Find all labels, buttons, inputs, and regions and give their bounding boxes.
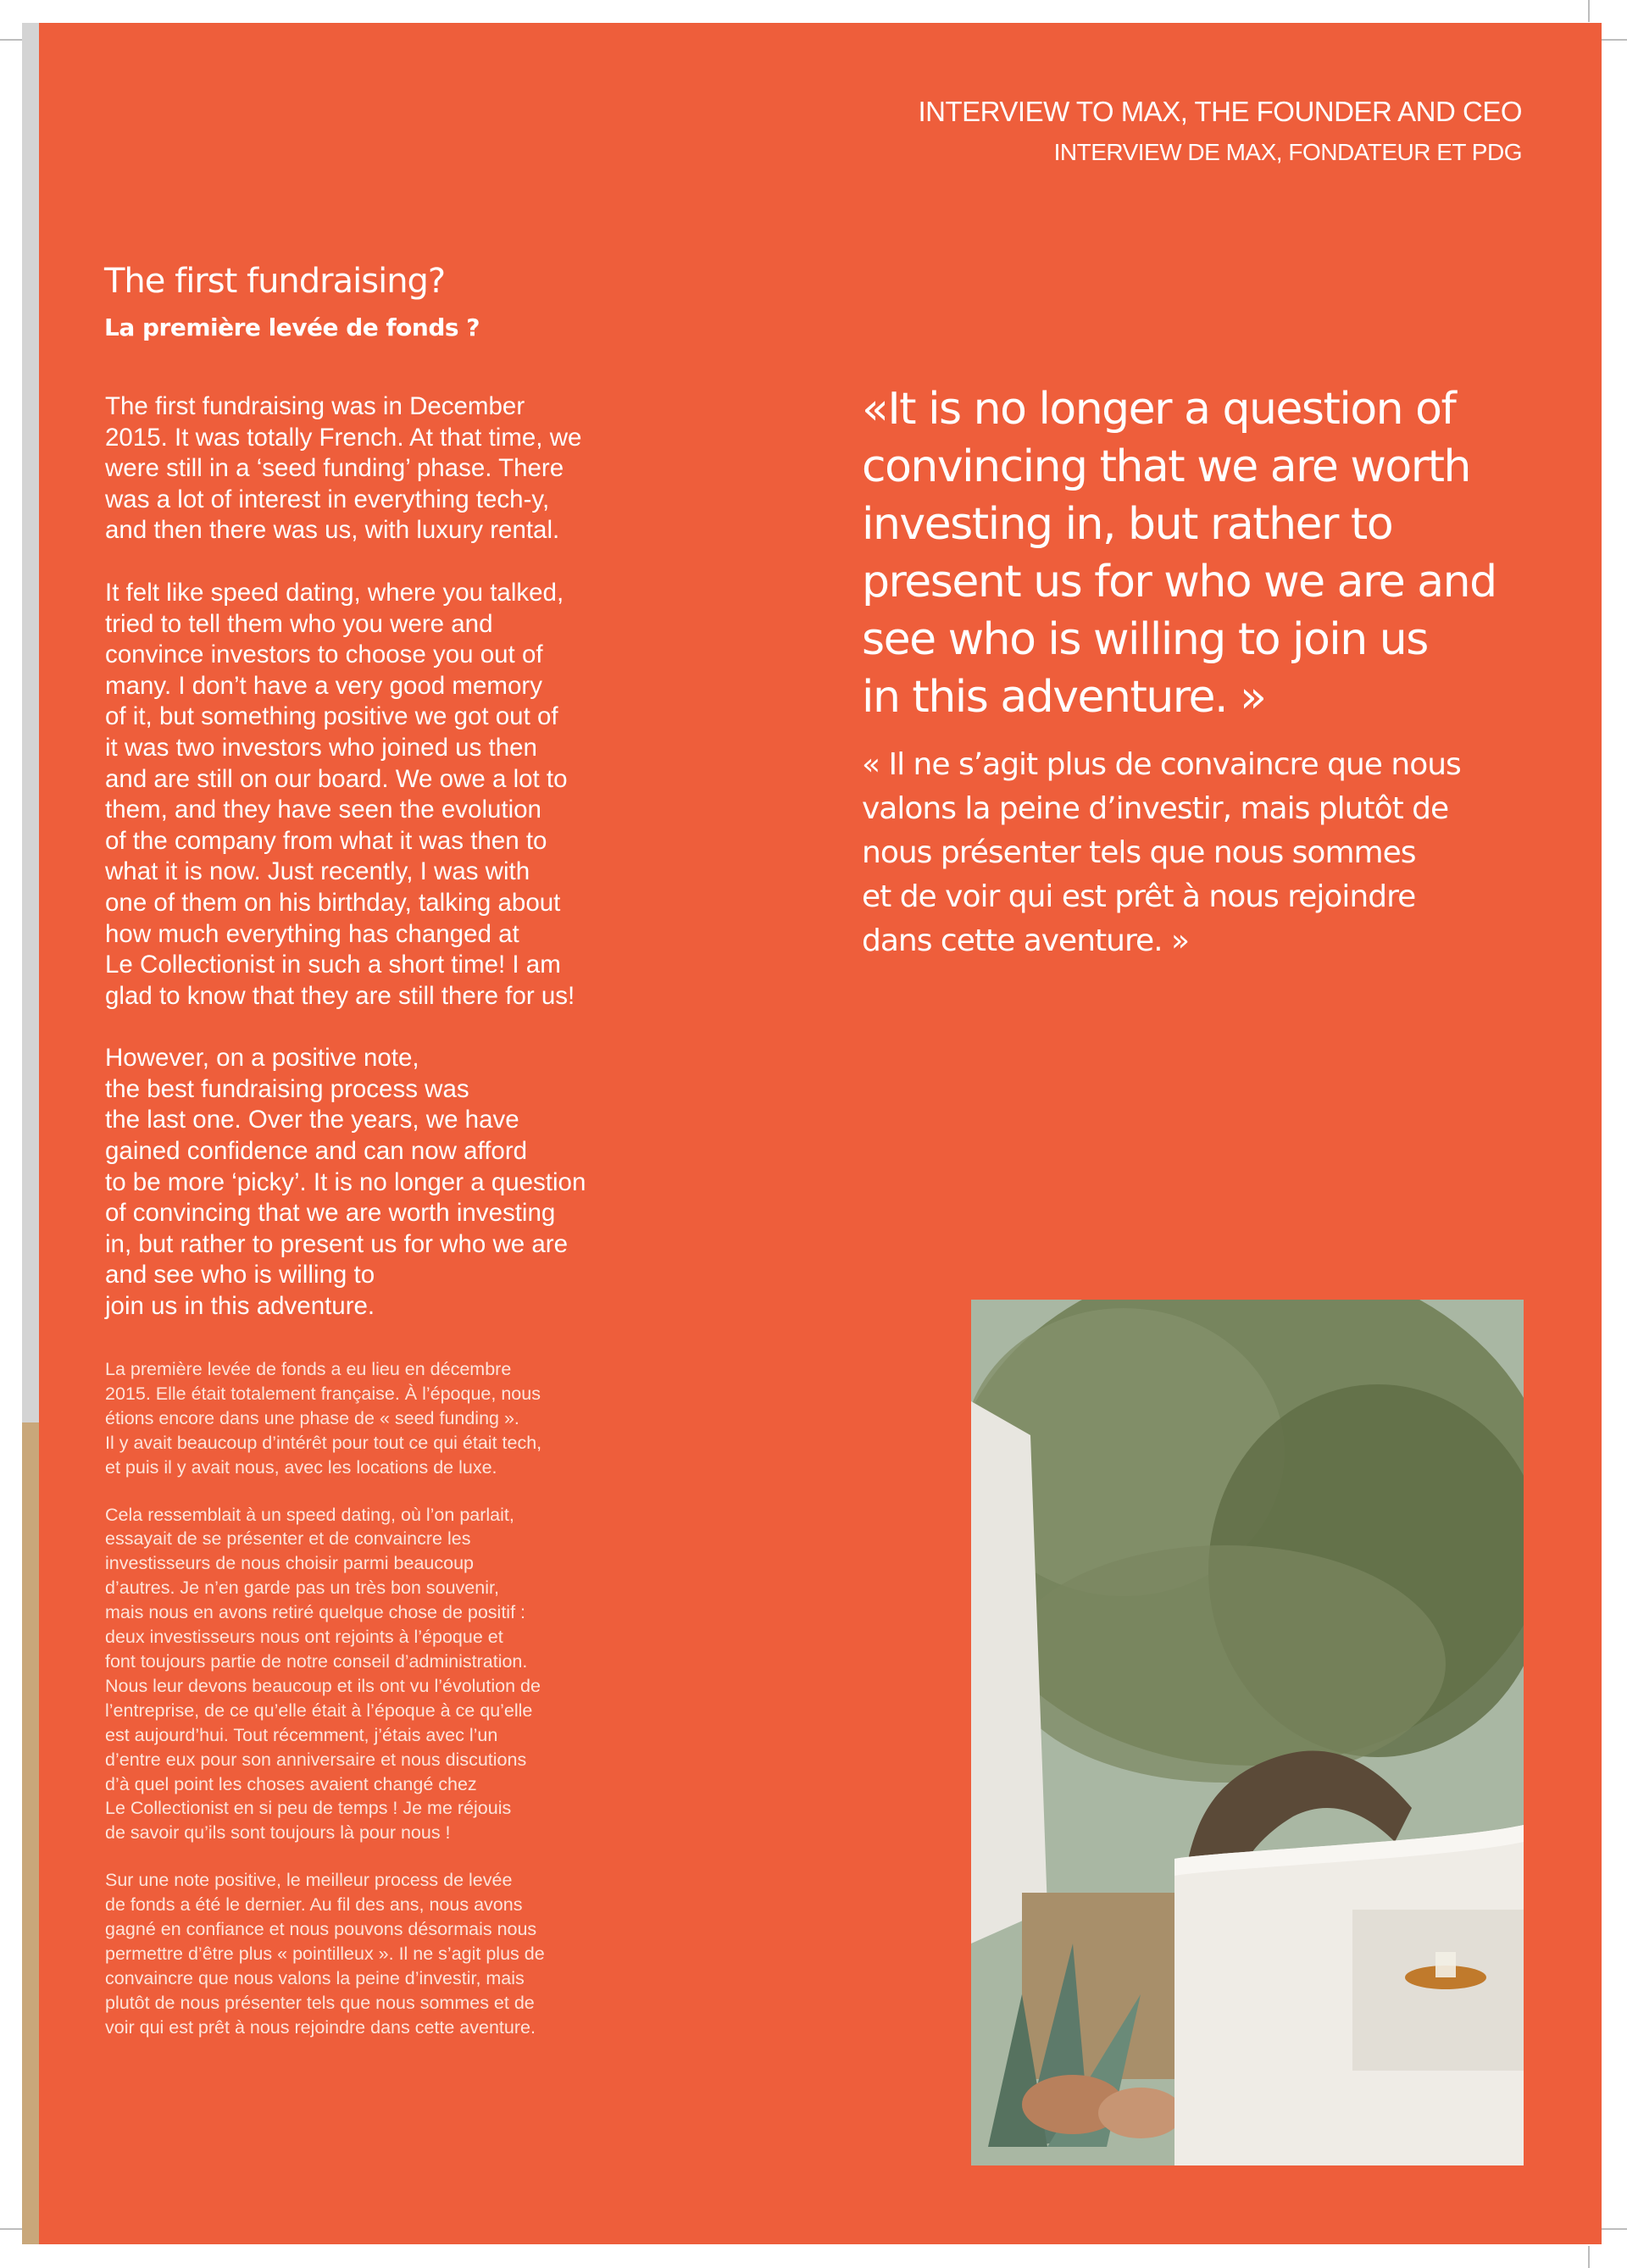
olive-tree-terrace-photo [971,1300,1524,2165]
answer-paragraph-fr: Cela ressemblait à un speed dating, où l’on parlait, essayait de se présenter et de convaincre les investisseurs de nous choisir parmi beaucoup d’autres. Je n’en garde pas un très bon souvenir, mais nous en avons retiré quelque chose de positif : deux investisseurs nous ont rejoints à l’époque et font toujours partie de notre conseil d’administration. Nous leur devons beaucoup et ils ont vu l’évolution de l’entreprise, de ce qu’elle était à l’époque à ce qu’elle est aujourd’hui. Tout récemment, j’étais avec l’un d’entre eux pour son anniversaire et nous discutions d’à quel point les choses avaient changé chez Le Collectionist en si peu de temps ! Je me réjouis de savoir qu’ils sont toujours là pour nous ! [105,1504,541,1844]
crop-mark [1588,2246,1590,2268]
answer-paragraph-en: The first fundraising was in December 2015. It was totally French. At that time, we were still in a ‘seed funding’ phase. There was a lot of interest in everything tech-y, and then there was us, with luxury rental. [105,392,582,545]
adjacent-page-strip [22,23,39,2244]
answer-text-fr [105,1357,647,2063]
pull-quote-fr: « Il ne s’agit plus de convaincre que nous valons la peine d’investir, mais plutôt de nous présenter tels que nous sommes et de voir qui est prêt à nous rejoindre dans cette aventure. » [862,747,1461,958]
question-heading-en: The first fundraising? [104,262,446,301]
answer-text-en [105,391,656,1354]
crop-mark [0,39,22,41]
answer-paragraph-fr: Sur une note positive, le meilleur process de levée de fonds a été le dernier. Au fil des ans, nous avons gagné en confiance et nous pouvons désormais nous permettre d’être plus « pointilleux ». Il ne s’agit plus de convaincre que nous valons la peine d’investir, mais plutôt de nous présenter tels que nous sommes et de voir qui est prêt à nous rejoindre dans cette aventure. [105,1870,545,2038]
pull-quote-en: «It is no longer a question of convincing that we are worth investing in, but rather to present us for who we are and see who is willing to join us in this adventure. » [862,384,1497,723]
answer-paragraph-fr: La première levée de fonds a eu lieu en décembre 2015. Elle était totalement française. À l’époque, nous étions encore dans une phase de « seed funding ». Il y avait beaucoup d’intérêt pour tout ce qui était tech, et puis il y avait nous, avec les locations de luxe. [105,1359,542,1478]
crop-mark [0,2228,22,2230]
crop-mark [1602,39,1627,41]
answer-paragraph-en: However, on a positive note, the best fundraising process was the last one. Over the years, we have gained confidence and can now afford to be more ‘picky’. It is no longer a question of convincing that we are worth investing in, but rather to present us for who we are and see who is willing to join us in this adventure. [105,1044,586,1321]
header-title-fr: INTERVIEW DE MAX, FONDATEUR ET PDG [1053,139,1522,165]
magazine-page [39,23,1602,2244]
answer-paragraph-en: It felt like speed dating, where you talked, tried to tell them who you were and convince investors to choose you out of many. I don’t have a very good memory of it, but something positive we got out of it was two investors who joined us then and are still on our board. We owe a lot to them, and they have seen the evolution of the company from what it was then to what it is now. Just recently, I was with one of them on his birthday, talking about how much everything has changed at Le Collectionist in such a short time! I am glad to know that they are still there for us! [105,578,575,1010]
crop-mark [1588,0,1590,22]
question-heading-fr: La première levée de fonds ? [104,313,480,341]
header-title-en: INTERVIEW TO MAX, THE FOUNDER AND CEO [918,96,1522,127]
crop-mark [1602,2228,1627,2230]
